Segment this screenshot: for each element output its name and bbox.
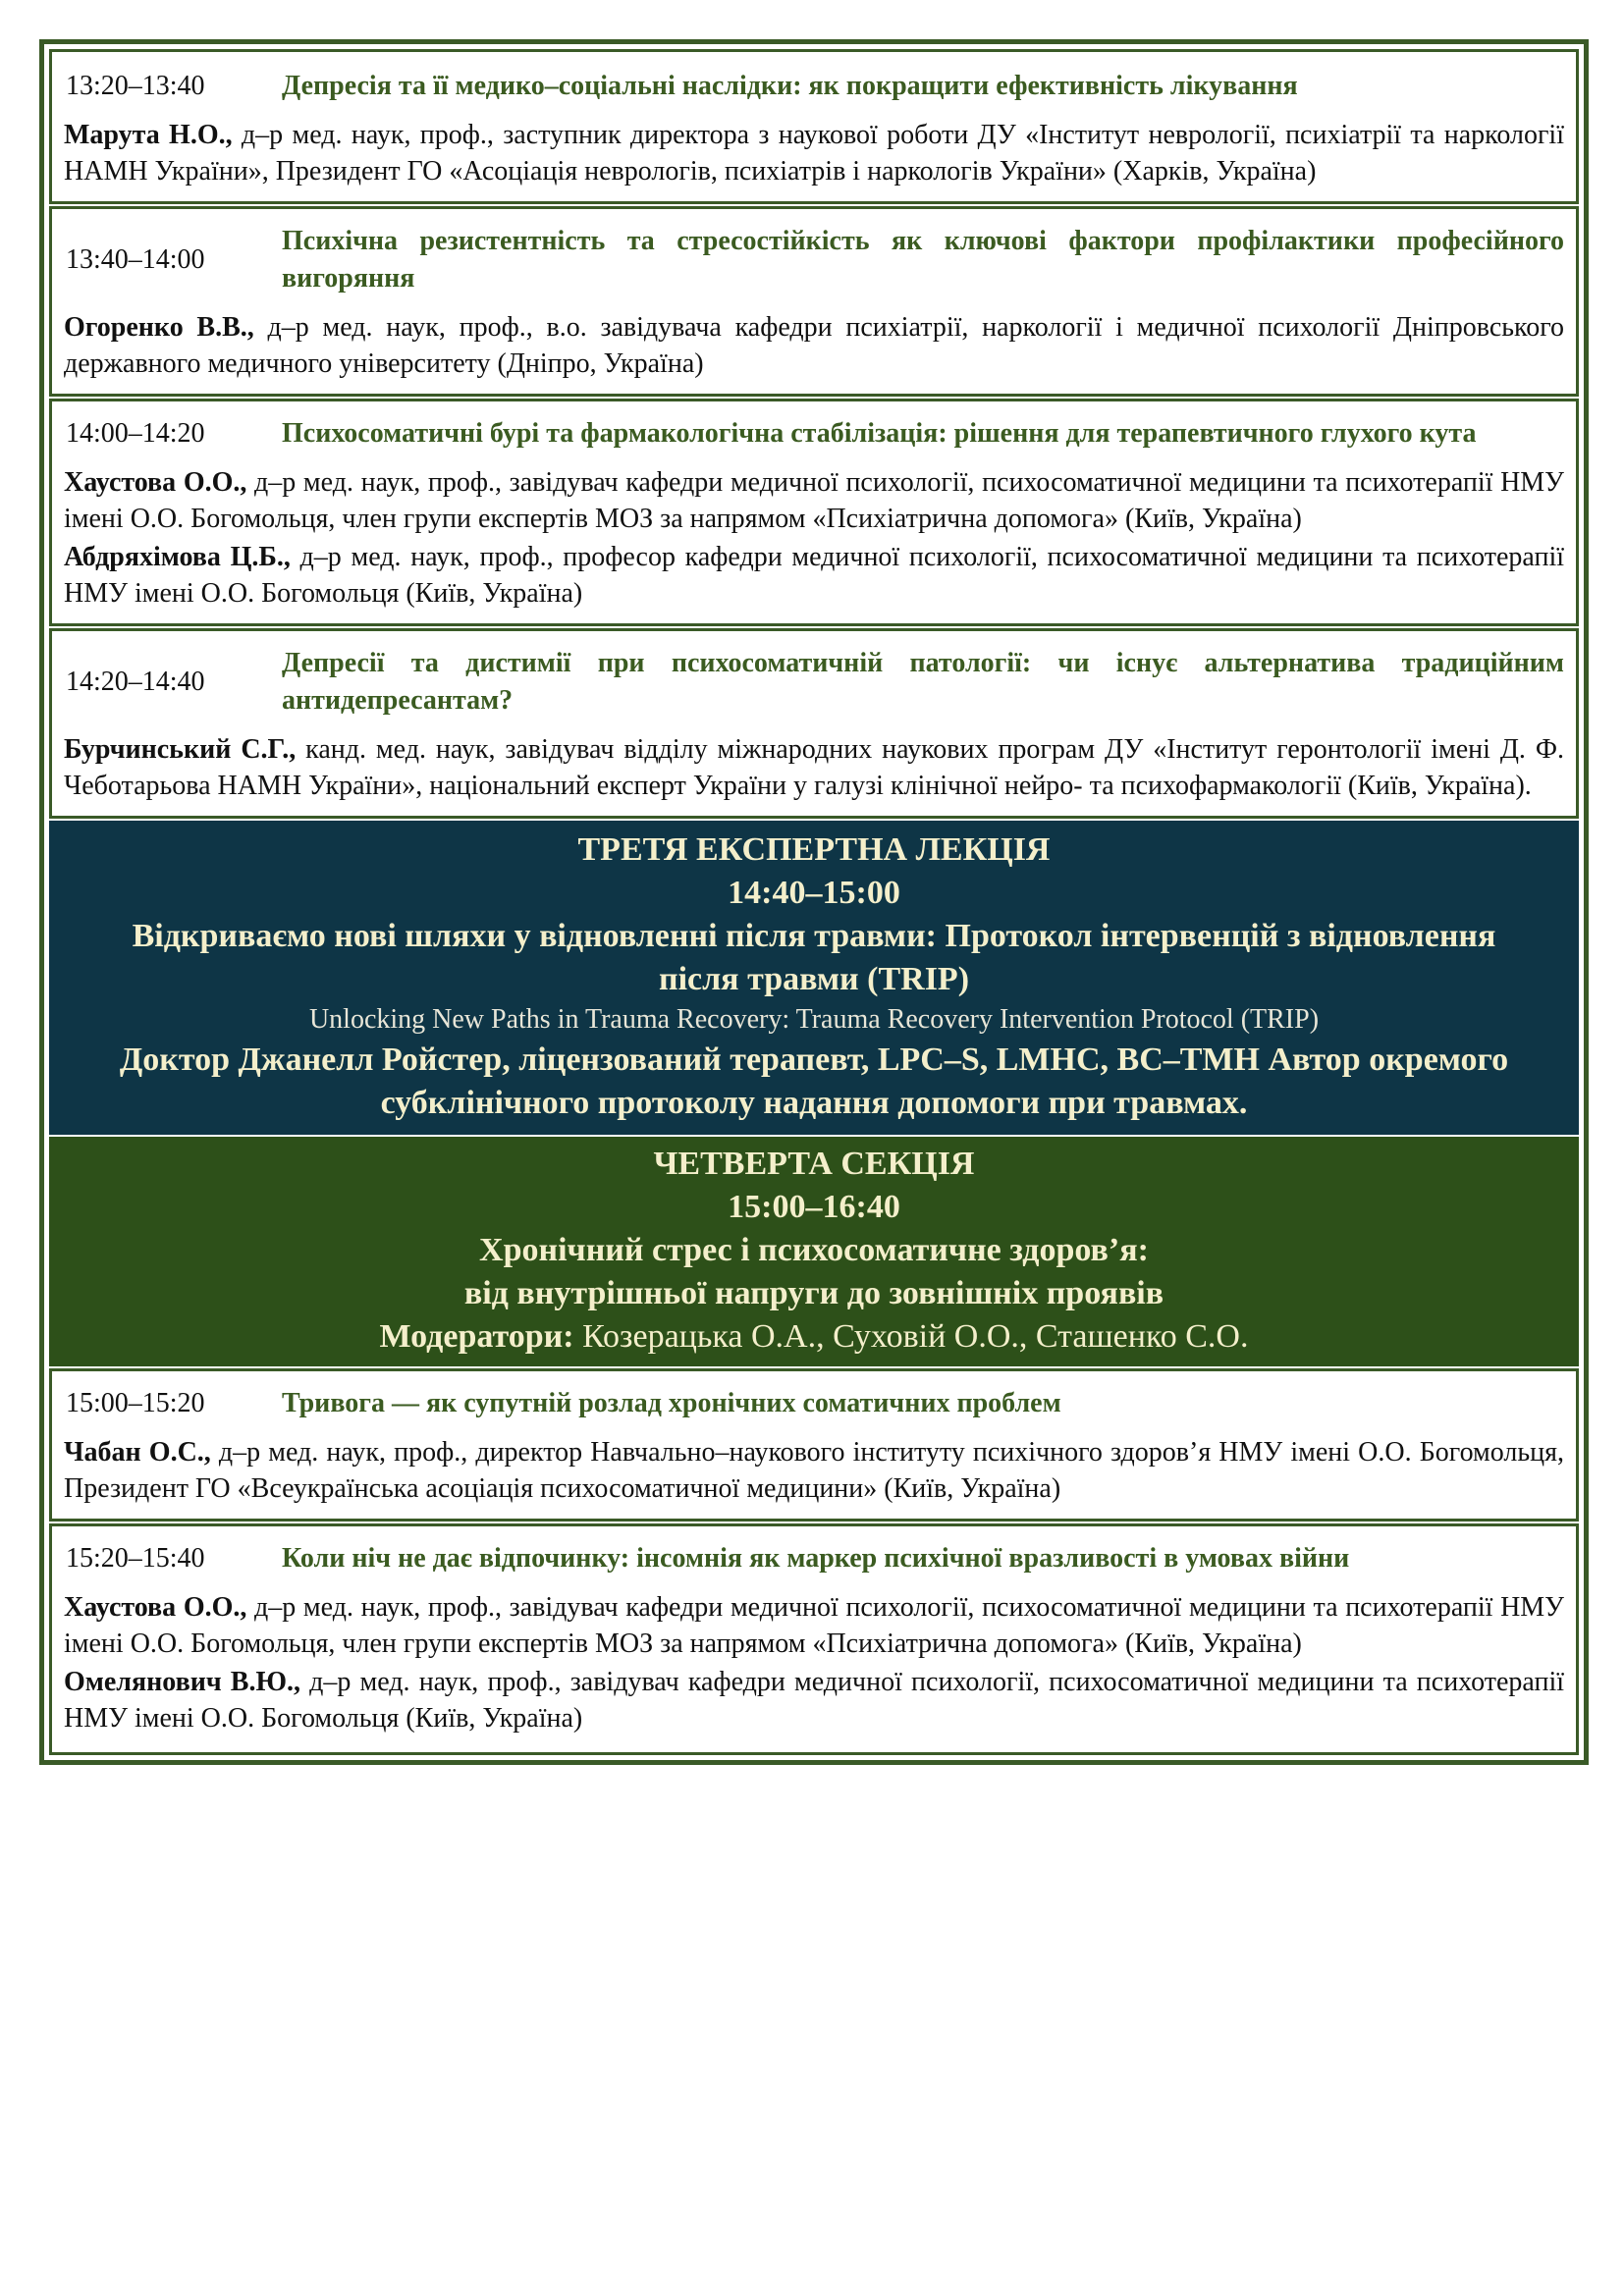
section-title-line1: Хронічний стрес і психосоматичне здоров’я: bbox=[479, 1232, 1149, 1268]
session-title: Тривога — як супутній розлад хронічних соматичних проблем bbox=[282, 1388, 1061, 1418]
program-frame bbox=[39, 39, 1589, 1765]
session-block bbox=[49, 1368, 1579, 1522]
section-heading: ЧЕТВЕРТА СЕКЦІЯ bbox=[653, 1146, 975, 1182]
session-header bbox=[64, 223, 1564, 297]
speaker-description: канд. мед. наук, завідувач відділу міжнародних наукових програм ДУ «Інститут геронтології імені Д. Ф. Чеботарьова НАМН України», національний експерт України у галузі клінічної нейро- та психофармакології (Київ, Україна). bbox=[64, 734, 1564, 801]
lecture-time: 14:40–15:00 bbox=[728, 875, 900, 911]
speaker-name: Чабан О.С., bbox=[64, 1437, 211, 1468]
session-title: Психосоматичні бурі та фармакологічна стабілізація: рішення для терапевтичного глухого кута bbox=[282, 418, 1477, 449]
speaker-name: Хаустова О.О., bbox=[64, 1592, 247, 1623]
speaker-description: д–р мед. наук, проф., завідувач кафедри медичної психології, психосоматичної медицини та психотерапії НМУ імені О.О. Богомольця, член групи експертів МОЗ за напрямом «Психіатрична допомога» (Київ, Україна) bbox=[64, 1592, 1565, 1659]
session-header bbox=[64, 1540, 1564, 1577]
moderators-label: Модератори: bbox=[379, 1318, 574, 1355]
session-time: 15:20–15:40 bbox=[66, 1543, 205, 1574]
session-time: 14:00–14:20 bbox=[66, 418, 205, 449]
speaker-name: Бурчинський С.Г., bbox=[64, 734, 297, 765]
speaker-description: д–р мед. наук, проф., завідувач кафедри медичної психології, психосоматичної медицини та психотерапії НМУ імені О.О. Богомольця, член групи експертів МОЗ за напрямом «Психіатрична допомога» (Київ, Україна) bbox=[64, 467, 1565, 534]
section-moderators bbox=[69, 1315, 1559, 1359]
session-header bbox=[64, 68, 1564, 105]
lecture-heading: ТРЕТЯ ЕКСПЕРТНА ЛЕКЦІЯ bbox=[577, 831, 1051, 868]
moderators-names: Козерацька О.А., Суховій О.О., Сташенко С.О. bbox=[573, 1318, 1249, 1355]
speaker-name: Марута Н.О., bbox=[64, 120, 233, 150]
speaker-description: д–р мед. наук, проф., директор Навчально–наукового інституту психічного здоров’я НМУ імені О.О. Богомольця, Президент ГО «Всеукраїнська асоціація психосоматичної медицини» (Київ, Україна) bbox=[64, 1437, 1564, 1504]
session-header bbox=[64, 645, 1564, 720]
session-title: Депресії та дистимії при психосоматичній патології: чи існує альтернатива традиційним антидепресантам? bbox=[282, 648, 1564, 716]
session-title: Депресія та її медико–соціальні наслідки: як покращити ефективність лікування bbox=[282, 71, 1298, 101]
speaker-name: Абдряхімова Ц.Б., bbox=[64, 542, 291, 572]
lecture-title: Відкриваємо нові шляхи у відновленні після травми: Протокол інтервенцій з відновлення після травми (TRIP) bbox=[132, 918, 1496, 997]
speaker-entry bbox=[64, 117, 1564, 189]
session-time: 14:20–14:40 bbox=[66, 667, 205, 697]
session-block bbox=[49, 1523, 1579, 1755]
session-block bbox=[49, 206, 1579, 397]
session-block bbox=[49, 399, 1579, 626]
section-title-line2: від внутрішньої напруги до зовнішніх проявів bbox=[463, 1275, 1164, 1311]
section-time: 15:00–16:40 bbox=[728, 1189, 900, 1225]
speaker-entry bbox=[64, 1589, 1564, 1662]
speaker-description: д–р мед. наук, проф., заступник директора з наукової роботи ДУ «Інститут неврології, психіатрії та наркології НАМН України», Президент ГО «Асоціація неврологів, психіатрів і наркологів України» (Харків, Україна) bbox=[64, 120, 1564, 187]
lecture-title-english: Unlocking New Paths in Trauma Recovery: Trauma Recovery Intervention Protocol (TRIP) bbox=[308, 1004, 1320, 1035]
session-title: Коли ніч не дає відпочинку: інсомнія як маркер психічної вразливості в умовах війни bbox=[282, 1543, 1350, 1574]
session-block bbox=[49, 49, 1579, 204]
session-time: 15:00–15:20 bbox=[66, 1388, 205, 1418]
speaker-description: д–р мед. наук, проф., професор кафедри медичної психології, психосоматичної медицини та психотерапії НМУ імені О.О. Богомольця (Київ, Україна) bbox=[64, 542, 1565, 609]
session-block bbox=[49, 628, 1579, 819]
session-time: 13:40–14:00 bbox=[66, 244, 205, 275]
session-title: Психічна резистентність та стресостійкість як ключові фактори профілактики професійного вигоряння bbox=[282, 226, 1564, 294]
speaker-name: Огоренко В.В., bbox=[64, 312, 254, 343]
session-header bbox=[64, 415, 1564, 453]
speaker-entry bbox=[64, 464, 1564, 537]
lecture-speaker: Доктор Джанелл Ройстер, ліцензований терапевт, LPC–S, LMHC, BC–TMH Автор окремого субклінічного протоколу надання допомоги при травмах. bbox=[119, 1041, 1509, 1121]
speaker-description: д–р мед. наук, проф., в.о. завідувача кафедри психіатрії, наркології і медичної психології Дніпровського державного медичного університету (Дніпро, Україна) bbox=[64, 312, 1565, 379]
speaker-entry bbox=[64, 731, 1564, 804]
speaker-description: д–р мед. наук, проф., завідувач кафедри медичної психології, психосоматичної медицини та психотерапії НМУ імені О.О. Богомольця (Київ, Україна) bbox=[64, 1667, 1565, 1734]
speaker-entry bbox=[64, 539, 1564, 612]
expert-lecture-banner bbox=[49, 821, 1579, 1135]
session-header bbox=[64, 1385, 1564, 1422]
section-banner bbox=[49, 1137, 1579, 1366]
speaker-entry bbox=[64, 1664, 1564, 1736]
session-time: 13:20–13:40 bbox=[66, 71, 205, 101]
speaker-name: Хаустова О.О., bbox=[64, 467, 247, 498]
speaker-entry bbox=[64, 1434, 1564, 1507]
speaker-entry bbox=[64, 309, 1564, 382]
speaker-name: Омелянович В.Ю., bbox=[64, 1667, 300, 1697]
